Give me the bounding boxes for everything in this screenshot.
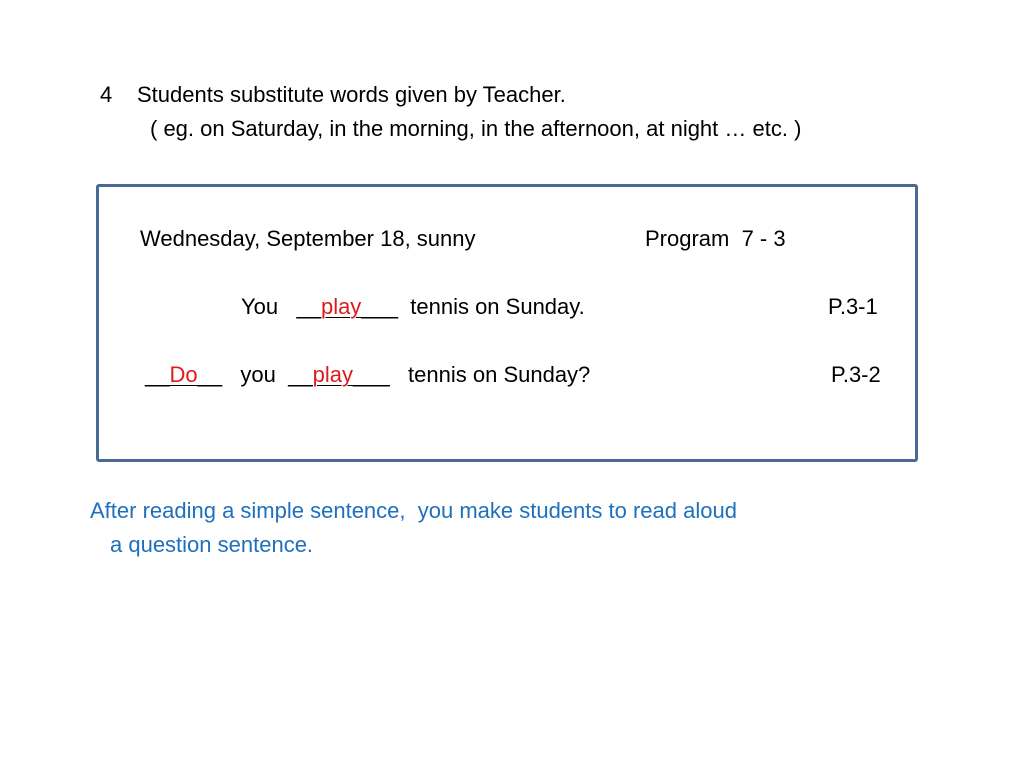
sentence-1: [241, 292, 585, 322]
sentence-2-rest: tennis on Sunday?: [389, 362, 591, 387]
program-label: Program 7 - 3: [645, 226, 786, 251]
date-line: Wednesday, September 18, sunny: [140, 226, 476, 251]
sentence-2-blank-2: __play___: [288, 362, 390, 387]
note-line-2: a question sentence.: [110, 532, 314, 557]
sentence-1-answer: play: [320, 294, 362, 319]
sentence-2-blank-1: __Do__: [145, 362, 223, 387]
sentence-1-rest: tennis on Sunday.: [398, 294, 585, 319]
step-number: 4: [100, 82, 113, 107]
note-line-1: After reading a simple sentence, you make students to read aloud: [90, 498, 737, 523]
step-examples: ( eg. on Saturday, in the morning, in the afternoon, at night … etc. ): [150, 116, 802, 141]
sentence-2-answer-2: play: [312, 362, 353, 387]
page-ref-2: P.3-2: [831, 362, 881, 387]
sentence-2-middle: you: [222, 362, 289, 387]
sentence-2: [145, 360, 590, 390]
page-ref-1: P.3-1: [828, 294, 878, 319]
sentence-1-subject: You: [241, 294, 297, 319]
sentence-1-blank: __play___: [296, 294, 399, 319]
step-title: Students substitute words given by Teacher.: [137, 82, 566, 107]
sentence-2-answer-1: Do: [169, 362, 198, 387]
